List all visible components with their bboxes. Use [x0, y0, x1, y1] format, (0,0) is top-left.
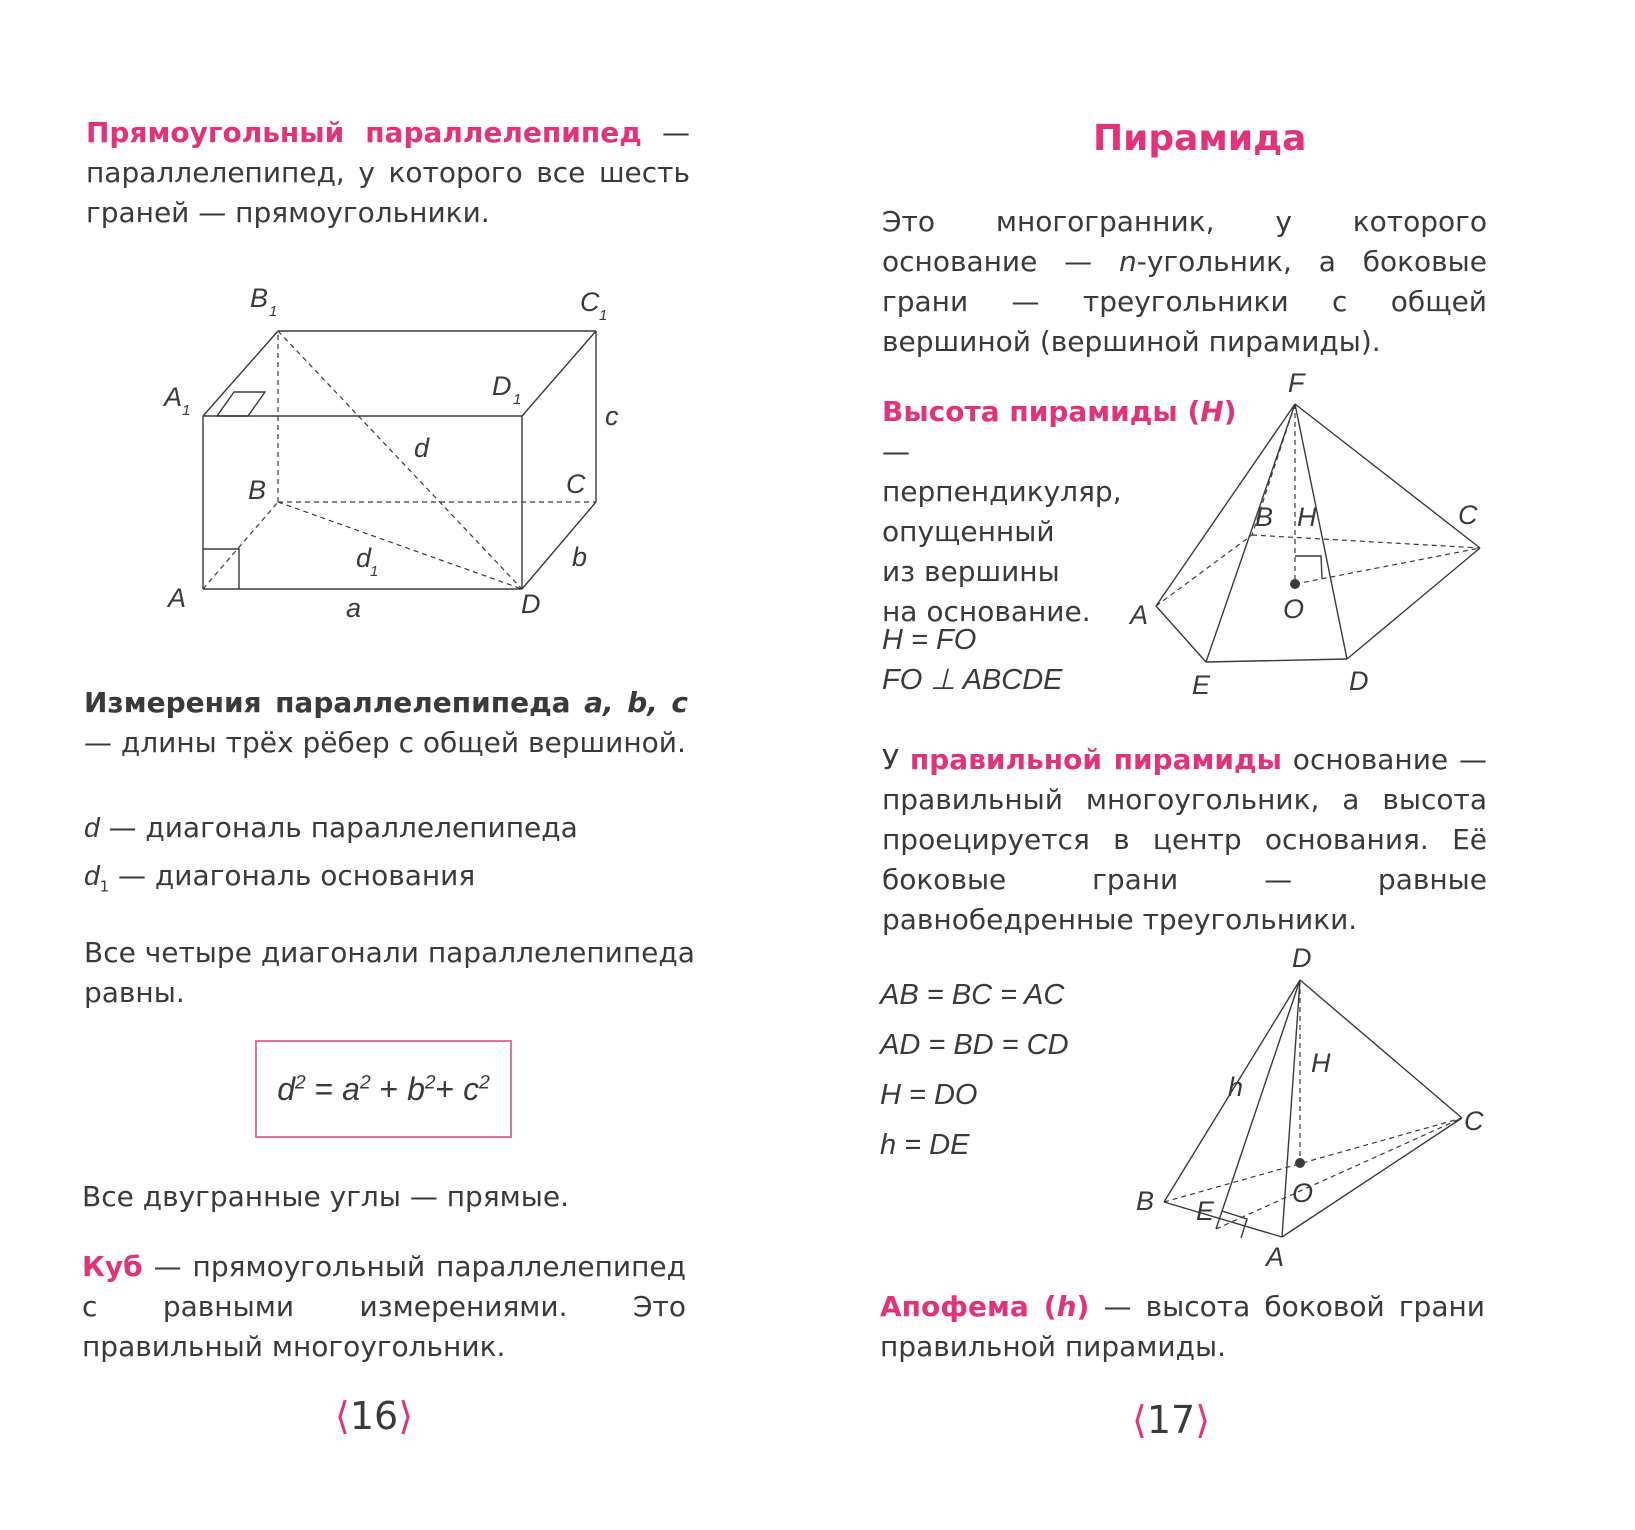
label-o: O: [1283, 594, 1305, 624]
segment-o-c: [1295, 548, 1480, 584]
edge-a1-b1: [203, 331, 278, 416]
page-number-17: ⟨17⟩: [1132, 1398, 1211, 1442]
diagonal-d1: [278, 502, 522, 589]
label-c: C: [1458, 500, 1478, 530]
segment-e-c: [1216, 1118, 1462, 1229]
dimensions-definition: [84, 683, 688, 763]
def-diagonal-text: — диагональ параллелепипеда: [99, 811, 578, 844]
def-base-diagonal-sub: 1: [99, 877, 110, 896]
def-diagonal: [84, 808, 704, 848]
label-b: B: [1136, 1186, 1155, 1216]
label-b-edge: b: [572, 542, 588, 572]
label-c: C: [1464, 1106, 1484, 1136]
def-diagonal-var: d: [84, 812, 100, 843]
right-angle-mark: [1295, 556, 1322, 578]
label-d: D: [521, 589, 541, 619]
apothem-term: Апофема (h): [880, 1290, 1090, 1323]
label-d: D: [1349, 666, 1369, 696]
cuboid-term: Прямоугольный параллелепипед: [86, 116, 642, 149]
edge-d1-c1: [522, 331, 596, 416]
cuboid-definition: [86, 113, 690, 233]
label-c1-sub: 1: [599, 307, 608, 324]
label-d1: D: [492, 371, 512, 401]
label-e: E: [1192, 670, 1211, 700]
edge-f-c: [1295, 404, 1480, 548]
apothem-definition: Апофема (h) — высота боковой грани правильной пирамиды.: [880, 1290, 1485, 1363]
formula-box: [255, 1040, 512, 1138]
formula-ab-bc-ac: AB = BC = AC: [880, 979, 1065, 1011]
cube-definition: [82, 1247, 686, 1367]
dihedral-angles-text: Все двугранные углы — прямые.: [82, 1180, 570, 1213]
dimensions-term: Измерения параллелепипеда: [84, 686, 585, 719]
height-definition: Высота пирамиды (H) — перпендикуляр, опущенный из вершины на основание.: [882, 395, 1237, 628]
height-formulas: [882, 620, 1063, 700]
cube-text: — прямоугольный параллелепипед с равными измерениями. Это правильный многоугольник.: [82, 1250, 686, 1363]
formula-ad-bd-cd: AD = BD = CD: [880, 1029, 1069, 1061]
cuboid-figure: [150, 270, 670, 630]
cube-term: Куб: [82, 1250, 143, 1283]
label-d1-diag-sub: 1: [370, 563, 379, 580]
label-h-apothem: h: [1228, 1072, 1244, 1102]
label-d1-diag: d: [356, 543, 372, 573]
dimensions-text: — длины трёх рёбер с общей вершиной.: [84, 726, 686, 759]
left-page: [0, 0, 800, 1530]
height-term: Высота пирамиды (H): [882, 395, 1237, 428]
label-h-height: H: [1311, 1048, 1331, 1078]
apothem-de: [1216, 980, 1300, 1229]
label-c1: C: [580, 287, 600, 317]
label-a1-sub: 1: [182, 402, 191, 419]
pyramid-definition: Это многогранник, у которого основание — n-угольник, а боковые грани — треугольники с общей вершиной (вершиной пирамиды).: [882, 205, 1487, 358]
label-d1-sub: 1: [513, 391, 522, 408]
label-c-edge: c: [605, 401, 619, 431]
label-b: B: [1255, 502, 1274, 532]
regular-pyramid-definition: У правильной пирамиды основание — правильный многоугольник, а высота проецируется в центр основания. Её боковые грани — равные равнобедренные треугольники.: [882, 743, 1487, 936]
label-o: O: [1292, 1178, 1314, 1208]
label-f: F: [1288, 370, 1305, 398]
formula-fo-perp: FO ⊥ ABCDE: [882, 664, 1063, 696]
label-b: B: [248, 475, 267, 505]
formula: $d^2 = a^2 + b^2+ c^2$: [277, 1070, 490, 1107]
label-d-diag: d: [414, 433, 430, 463]
edge-f-a: [1156, 404, 1295, 606]
point-o: [1295, 1158, 1305, 1168]
label-e: E: [1196, 1196, 1215, 1226]
cuboid-text: — параллелепипед, у которого все шесть граней — прямоугольники.: [86, 116, 690, 229]
def-base-diagonal-var: d: [84, 860, 100, 891]
label-a: A: [1266, 1242, 1285, 1272]
right-angle-mark-a: [203, 549, 239, 589]
right-angle-mark-a1: [217, 392, 265, 416]
label-a: A: [1130, 600, 1149, 630]
pyramid1-figure: [1120, 370, 1500, 710]
edge-d-c: [1347, 548, 1480, 659]
def-base-diagonal-text: — диагональ основания: [109, 859, 476, 892]
formula-h-fo: H = FO: [882, 624, 977, 656]
label-d: D: [1292, 943, 1312, 973]
edge-a-b: [203, 502, 278, 589]
edge-a-e: [1156, 606, 1206, 662]
edge-e-d: [1206, 659, 1347, 662]
diagonal-d: [278, 331, 522, 589]
pyramid2-figure: [1120, 940, 1500, 1330]
point-o: [1290, 579, 1300, 589]
edge-b-c: [1252, 535, 1480, 548]
formula-h-do: H = DO: [880, 1079, 978, 1111]
diagonals-equal-text: Все четыре диагонали параллелепипеда равны.: [84, 936, 695, 1009]
edge-f-e: [1206, 404, 1295, 662]
label-a: A: [168, 583, 187, 613]
formula-h-de: h = DE: [880, 1129, 970, 1161]
label-a1: A: [164, 382, 183, 412]
label-c: C: [566, 469, 586, 499]
page-title: Пирамида: [1093, 118, 1307, 159]
def-base-diagonal: [84, 856, 704, 907]
page-number-16: ⟨16⟩: [335, 1394, 414, 1438]
dimensions-vars: a, b, c: [584, 686, 688, 719]
regular-pyramid-term: правильной пирамиды: [909, 743, 1282, 776]
regular-pyramid-formulas: [880, 970, 1069, 1170]
label-b1: B: [250, 283, 269, 313]
label-b1-sub: 1: [269, 303, 278, 320]
right-page: [820, 0, 1635, 1530]
label-a-edge: a: [346, 593, 362, 623]
label-h: H: [1297, 502, 1317, 532]
